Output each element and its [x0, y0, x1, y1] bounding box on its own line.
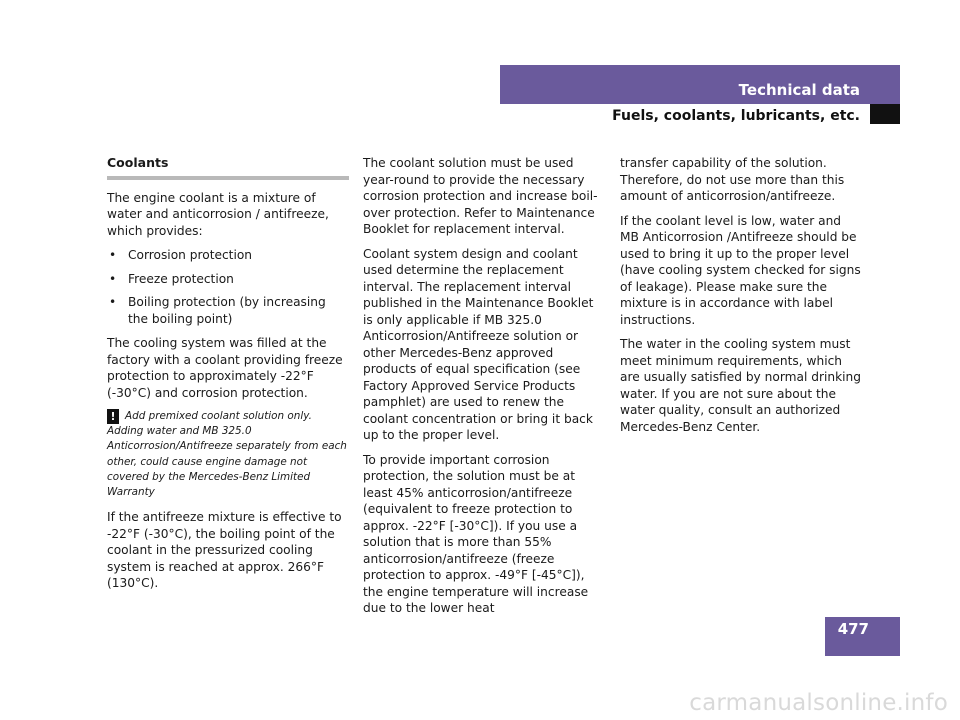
- column-1: [107, 155, 349, 600]
- boiling-point-paragraph: If the antifreeze mixture is effective to -22°F (-30°C), the boiling point of the coolant in the pressurized cooling system is reached at approx. 266°F (130°C).: [107, 510, 342, 591]
- intro-paragraph: The engine coolant is a mixture of water and anticorrosion / antifreeze, which provides:: [107, 190, 329, 238]
- water-quality-paragraph: The water in the cooling system must meet minimum requirements, which are usually satisfied by normal drinking water. If you are not sure about the water quality, consult an authorized Mercedes-Benz Center.: [620, 337, 861, 434]
- year-round-paragraph: The coolant solution must be used year-round to provide the necessary corrosion protection and increase boil-over protection. Refer to Maintenance Booklet for replacement interval.: [363, 156, 598, 236]
- protection-list: [107, 247, 349, 327]
- list-item: • Boiling protection (by increasing the boiling point): [107, 294, 349, 327]
- page-number-box: [825, 617, 900, 656]
- page-number: 477: [837, 620, 869, 638]
- section-title: Technical data: [738, 81, 860, 99]
- replacement-interval-paragraph: Coolant system design and coolant used determine the replacement interval. The replacement interval published in the Maintenance Booklet is only applicable if MB 325.0 Anticorrosion/Antifreeze solution or other Mercedes-Benz approved products of equal specification (see Factory Approved Service Products pamphlet) are used to renew the coolant concentration or bring it back up to the proper level.: [363, 246, 594, 442]
- warning-icon: !: [107, 409, 119, 424]
- list-item: • Corrosion protection: [107, 247, 349, 264]
- warning-note-text: Add premixed coolant solution only. Adding water and MB 325.0 Anticorrosion/Antifreeze separately from each other, could cause engine damage not covered by the Mercedes-Benz Limited Warranty: [107, 410, 347, 499]
- warning-note: [107, 409, 349, 500]
- page-subtitle: Fuels, coolants, lubricants, etc.: [612, 108, 860, 124]
- concentration-paragraph: To provide important corrosion protection, the solution must be at least 45% anticorrosion/antifreeze (equivalent to freeze protection to approx. -22°F [-30°C]). If you use a solution that is more than 55% anticorrosion/antifreeze (freeze protection to approx. -49°F [-45°C]), the engine temperature will increase due to the lower heat: [363, 452, 589, 615]
- watermark: carmanualsonline.info: [689, 690, 948, 716]
- list-item: • Freeze protection: [107, 271, 349, 288]
- transfer-capability-paragraph: transfer capability of the solution. Therefore, do not use more than this amount of anticorrosion/antifreeze.: [620, 156, 845, 203]
- coolants-heading: Coolants: [107, 155, 169, 170]
- column-3: [620, 155, 862, 443]
- header-corner-block: [870, 104, 900, 124]
- section-header-band: [500, 65, 900, 104]
- column-2: [363, 155, 605, 625]
- low-coolant-paragraph: If the coolant level is low, water and MB Anticorrosion /Antifreeze should be used to bring it up to the proper level (have cooling system checked for signs of leakage). Please make sure the mixture is in accordance with label instructions.: [620, 213, 861, 327]
- heading-rule: [107, 176, 349, 180]
- factory-fill-paragraph: The cooling system was filled at the factory with a coolant providing freeze protection to approximately -22°F (-30°C) and corrosion protection.: [107, 336, 343, 400]
